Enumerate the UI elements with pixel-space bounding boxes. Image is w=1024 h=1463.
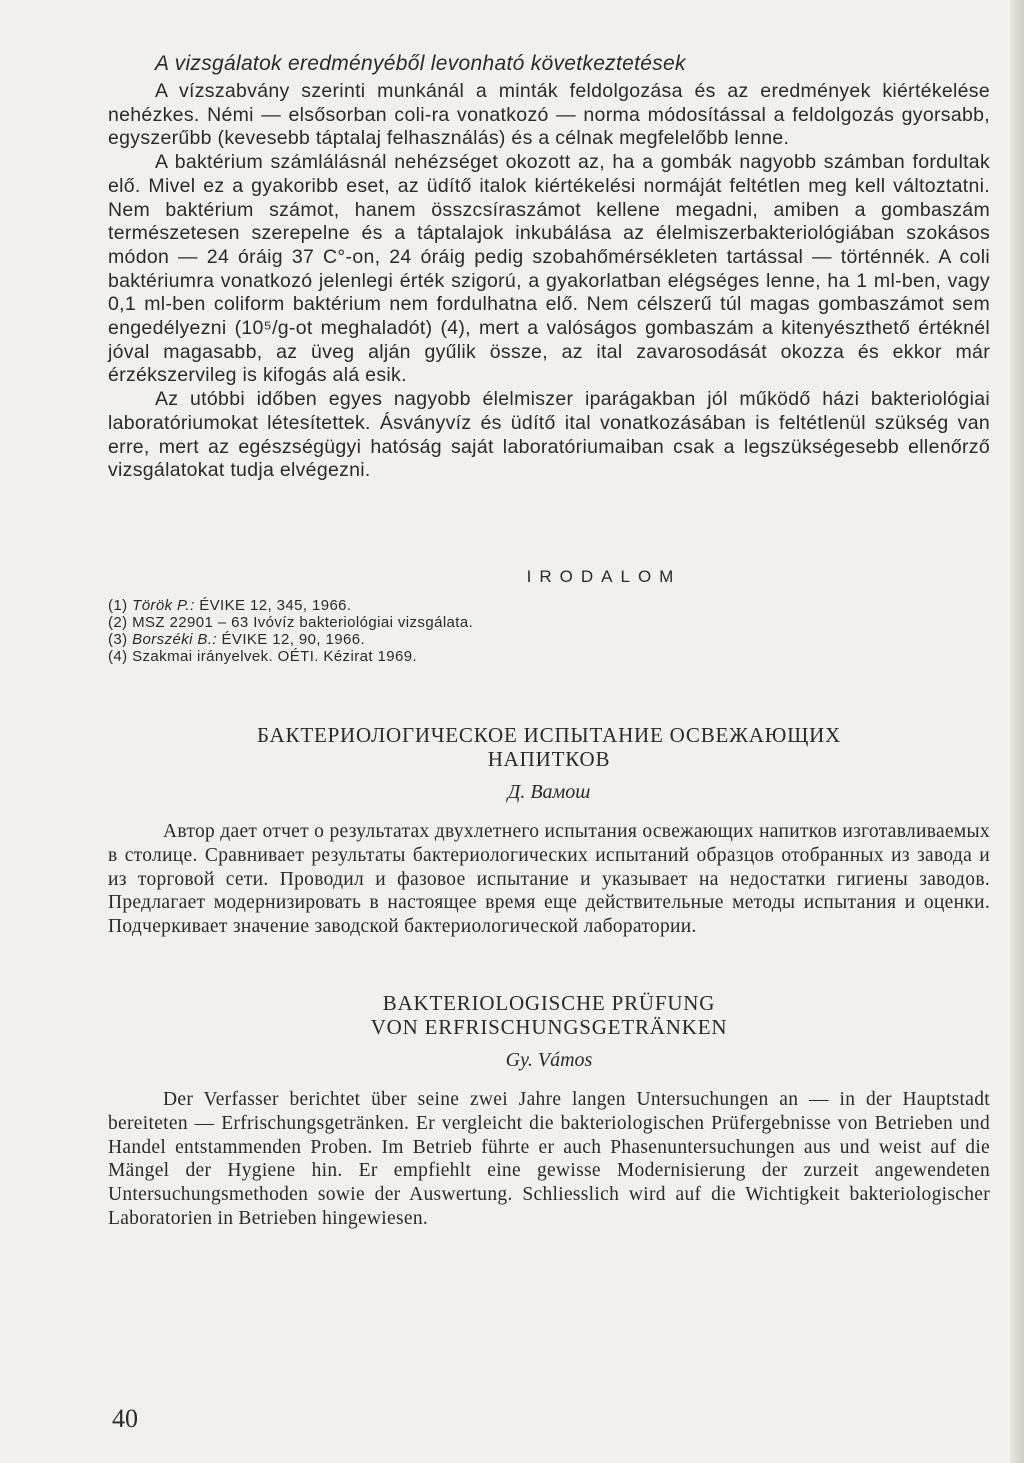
references-list [108, 597, 990, 665]
paragraph-standard-processing: A vízszabvány szerinti munkánál a minták feldolgozása és az eredmények kiértékelése nehézkes. Némi — elsősorban coli-ra vonatkozó — norma módosítással a feldolgozás gyorsabb, egyszerűbb (kevesebb táptalaj felhasználás) és a célnak megfelelőbb lenne. [108, 80, 990, 150]
summary-german [108, 991, 990, 1231]
reference-item: (2) MSZ 22901 – 63 Ivóvíz bakteriológiai vizsgálata. [108, 613, 474, 631]
reference-author: Török P.: [132, 596, 195, 614]
paragraph-bacteria-count: A baktérium számlálásnál nehézséget okozott az, ha a gombák nagyobb számban fordultak elő. Mivel ez a gyakoribb eset, az üdítő italok kiértékelési normáját feltétlen meg kell változtatni. Nem baktérium számot, hanem összcsíraszámot kellene megadni, amiben a gombaszám természetesen szerepelne és a táptalajok inkubálása az élelmiszerbakteriológiában szokásos módon — 24 óráig 37 C°-on, 24 óráig pedig szobahőmérsékleten tartással — történnék. A coli baktériumra vonatkozó jelenlegi érték szigorú, a gyakorlatban elégséges lenne, ha 1 ml-ben, vagy 0,1 ml-ben coliform baktérium nem fordulhatna elő. Nem célszerű túl magas gombaszámot sem engedélyezni (10⁵/g-ot meghaladót) (4), mert a valóságos gombaszám a kitenyészthető értéknél jóval magasabb, az üveg alján gyűlik össze, az ital zavarosodását okozza és ekkor már érzékszervileg is kifogás alá esik. [108, 151, 990, 387]
summary-ru-text: Автор дает отчет о результатах двухлетнего испытания освежающих напитков изготавливаемых в столице. Сравнивает результаты бактериологических испытаний образцов отобранных из завода и из торговой сети. Проводил и фазовое испытание и указывает на недостатки гигиены заводов. Предлагает модернизировать в настоящее время еще действительные методы испытания и оценки. Подчеркивает значение заводской бактериологической лаборатории. [108, 820, 990, 938]
summary-ru-title-line1: БАКТЕРИОЛОГИЧЕСКОЕ ИСПЫТАНИЕ ОСВЕЖАЮЩИХ [256, 722, 842, 747]
summary-de-author: Gy. Vámos [505, 1048, 593, 1071]
page-number: 40 [112, 1404, 138, 1433]
summary-russian [108, 723, 990, 939]
page-edge-shadow [1010, 0, 1024, 1463]
section-heading: A vizsgálatok eredményéből levonható következtetések [155, 52, 686, 75]
reference-item: (1) Török P.: ÉVIKE 12, 345, 1966. [108, 596, 352, 614]
references-title: IRODALOM [526, 566, 682, 586]
summary-ru-title-line2: НАПИТКОВ [487, 746, 611, 771]
reference-item: (4) Szakmai irányelvek. OÉTI. Kézirat 1969. [108, 647, 417, 665]
document-page [108, 40, 990, 1231]
reference-author: Borszéki B.: [132, 630, 217, 648]
reference-item: (3) Borszéki B.: ÉVIKE 12, 90, 1966. [108, 630, 366, 648]
summary-ru-author: Д. Вамош [507, 780, 591, 803]
paragraph-laboratories: Az utóbbi időben egyes nagyobb élelmiszer iparágakban jól működő házi bakteriológiai laboratóriumokat létesítettek. Ásványvíz és üdítő ital vonatkozásában is feltétlenül szükség van erre, mert az egészségügyi hatóság saját laboratóriumaiban csak a legszükségesebb ellenőrző vizsgálatokat tudja elvégezni. [108, 388, 990, 482]
summary-de-title-line2: VON ERFRISCHUNGSGETRÄNKEN [370, 1014, 728, 1039]
summary-de-title-line1: BAKTERIOLOGISCHE PRÜFUNG [382, 990, 716, 1015]
summary-de-text: Der Verfasser berichtet über seine zwei Jahre langen Untersuchungen an — in der Hauptstadt bereiteten — Erfrischungsgetränken. Er vergleicht die bakteriologischen Prüfergebnisse von Betrieben und Handel entstammenden Proben. Im Betrieb führte er auch Phasenuntersuchungen aus und weist auf die Mängel der Hygiene hin. Er empfiehlt eine gewisse Modernisierung der zurzeit angewendeten Untersuchungsmethoden sowie der Auswertung. Schliesslich wird auf die Wichtigkeit bakteriologischer Laboratorien in Betrieben hingewiesen. [108, 1088, 990, 1229]
